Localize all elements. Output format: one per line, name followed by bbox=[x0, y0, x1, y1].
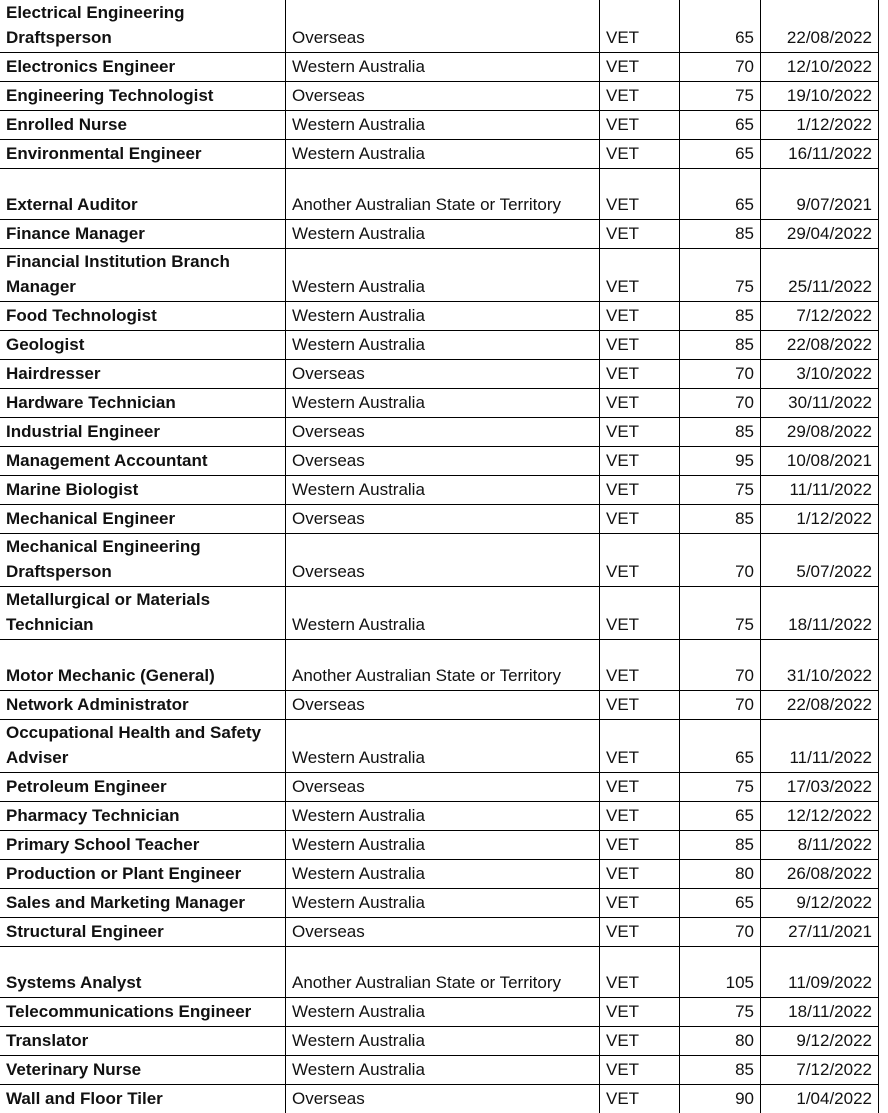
location-cell: Another Australian State or Territory bbox=[286, 169, 600, 220]
points-cell: 75 bbox=[680, 249, 761, 302]
occupation-cell: Marine Biologist bbox=[0, 476, 286, 505]
table-row bbox=[0, 918, 879, 947]
table-row bbox=[0, 860, 879, 889]
type-cell: VET bbox=[600, 918, 680, 947]
table-row bbox=[0, 389, 879, 418]
type-cell: VET bbox=[600, 331, 680, 360]
occupation-cell: Electrical Engineering Draftsperson bbox=[0, 0, 286, 53]
points-cell: 85 bbox=[680, 831, 761, 860]
occupation-cell: Network Administrator bbox=[0, 691, 286, 720]
location-cell: Overseas bbox=[286, 1085, 600, 1113]
date-cell: 10/08/2021 bbox=[761, 447, 879, 476]
points-cell: 65 bbox=[680, 140, 761, 169]
type-cell: VET bbox=[600, 691, 680, 720]
date-cell: 26/08/2022 bbox=[761, 860, 879, 889]
occupation-cell: Engineering Technologist bbox=[0, 82, 286, 111]
date-cell: 18/11/2022 bbox=[761, 587, 879, 640]
type-cell: VET bbox=[600, 249, 680, 302]
type-cell: VET bbox=[600, 447, 680, 476]
date-cell: 27/11/2021 bbox=[761, 918, 879, 947]
table-row bbox=[0, 773, 879, 802]
location-cell: Western Australia bbox=[286, 1027, 600, 1056]
date-cell: 12/10/2022 bbox=[761, 53, 879, 82]
location-cell: Western Australia bbox=[286, 998, 600, 1027]
date-cell: 22/08/2022 bbox=[761, 331, 879, 360]
points-cell: 75 bbox=[680, 82, 761, 111]
type-cell: VET bbox=[600, 831, 680, 860]
occupation-cell: Hairdresser bbox=[0, 360, 286, 389]
location-cell: Western Australia bbox=[286, 831, 600, 860]
occupation-cell: Hardware Technician bbox=[0, 389, 286, 418]
points-cell: 75 bbox=[680, 773, 761, 802]
date-cell: 5/07/2022 bbox=[761, 534, 879, 587]
points-cell: 65 bbox=[680, 0, 761, 53]
occupation-cell: Veterinary Nurse bbox=[0, 1056, 286, 1085]
date-cell: 30/11/2022 bbox=[761, 389, 879, 418]
type-cell: VET bbox=[600, 802, 680, 831]
occupation-cell: Food Technologist bbox=[0, 302, 286, 331]
location-cell: Overseas bbox=[286, 918, 600, 947]
occupation-cell: Environmental Engineer bbox=[0, 140, 286, 169]
table-row bbox=[0, 640, 879, 691]
date-cell: 1/12/2022 bbox=[761, 505, 879, 534]
date-cell: 7/12/2022 bbox=[761, 1056, 879, 1085]
date-cell: 11/09/2022 bbox=[761, 947, 879, 998]
occupation-cell: Occupational Health and Safety Adviser bbox=[0, 720, 286, 773]
points-cell: 65 bbox=[680, 802, 761, 831]
location-cell: Western Australia bbox=[286, 389, 600, 418]
type-cell: VET bbox=[600, 169, 680, 220]
points-cell: 80 bbox=[680, 860, 761, 889]
location-cell: Western Australia bbox=[286, 220, 600, 249]
table-row bbox=[0, 169, 879, 220]
date-cell: 9/07/2021 bbox=[761, 169, 879, 220]
date-cell: 8/11/2022 bbox=[761, 831, 879, 860]
date-cell: 1/12/2022 bbox=[761, 111, 879, 140]
points-cell: 95 bbox=[680, 447, 761, 476]
occupation-cell: Geologist bbox=[0, 331, 286, 360]
points-cell: 65 bbox=[680, 111, 761, 140]
location-cell: Western Australia bbox=[286, 802, 600, 831]
type-cell: VET bbox=[600, 82, 680, 111]
occupation-cell: Motor Mechanic (General) bbox=[0, 640, 286, 691]
table-row bbox=[0, 505, 879, 534]
type-cell: VET bbox=[600, 476, 680, 505]
date-cell: 11/11/2022 bbox=[761, 476, 879, 505]
location-cell: Western Australia bbox=[286, 476, 600, 505]
occupation-cell: Mechanical Engineer bbox=[0, 505, 286, 534]
location-cell: Western Australia bbox=[286, 140, 600, 169]
table-row bbox=[0, 331, 879, 360]
table-row bbox=[0, 1027, 879, 1056]
table-row bbox=[0, 82, 879, 111]
occupation-cell: Financial Institution Branch Manager bbox=[0, 249, 286, 302]
date-cell: 17/03/2022 bbox=[761, 773, 879, 802]
location-cell: Overseas bbox=[286, 82, 600, 111]
type-cell: VET bbox=[600, 302, 680, 331]
table-row bbox=[0, 476, 879, 505]
points-cell: 75 bbox=[680, 587, 761, 640]
occupation-cell: Finance Manager bbox=[0, 220, 286, 249]
type-cell: VET bbox=[600, 220, 680, 249]
table-row bbox=[0, 0, 879, 53]
table-row bbox=[0, 447, 879, 476]
points-cell: 85 bbox=[680, 331, 761, 360]
type-cell: VET bbox=[600, 773, 680, 802]
occupation-cell: Sales and Marketing Manager bbox=[0, 889, 286, 918]
points-cell: 70 bbox=[680, 53, 761, 82]
table-row bbox=[0, 220, 879, 249]
occupation-cell: Mechanical Engineering Draftsperson bbox=[0, 534, 286, 587]
points-cell: 70 bbox=[680, 389, 761, 418]
table-row bbox=[0, 947, 879, 998]
points-cell: 85 bbox=[680, 220, 761, 249]
location-cell: Western Australia bbox=[286, 331, 600, 360]
occupation-cell: Industrial Engineer bbox=[0, 418, 286, 447]
points-cell: 65 bbox=[680, 169, 761, 220]
occupation-cell: Translator bbox=[0, 1027, 286, 1056]
points-cell: 85 bbox=[680, 505, 761, 534]
location-cell: Western Australia bbox=[286, 111, 600, 140]
location-cell: Western Australia bbox=[286, 249, 600, 302]
points-cell: 85 bbox=[680, 1056, 761, 1085]
table-row bbox=[0, 720, 879, 773]
date-cell: 29/04/2022 bbox=[761, 220, 879, 249]
table-row bbox=[0, 802, 879, 831]
points-cell: 65 bbox=[680, 889, 761, 918]
points-cell: 85 bbox=[680, 302, 761, 331]
points-cell: 75 bbox=[680, 476, 761, 505]
location-cell: Western Australia bbox=[286, 1056, 600, 1085]
occupation-cell: Pharmacy Technician bbox=[0, 802, 286, 831]
date-cell: 9/12/2022 bbox=[761, 889, 879, 918]
table-row bbox=[0, 534, 879, 587]
date-cell: 3/10/2022 bbox=[761, 360, 879, 389]
table-row bbox=[0, 587, 879, 640]
location-cell: Another Australian State or Territory bbox=[286, 947, 600, 998]
occupation-cell: Petroleum Engineer bbox=[0, 773, 286, 802]
table-row bbox=[0, 111, 879, 140]
date-cell: 19/10/2022 bbox=[761, 82, 879, 111]
type-cell: VET bbox=[600, 889, 680, 918]
occupation-cell: Wall and Floor Tiler bbox=[0, 1085, 286, 1113]
table-row bbox=[0, 998, 879, 1027]
location-cell: Overseas bbox=[286, 447, 600, 476]
type-cell: VET bbox=[600, 1056, 680, 1085]
points-cell: 65 bbox=[680, 720, 761, 773]
date-cell: 29/08/2022 bbox=[761, 418, 879, 447]
points-cell: 75 bbox=[680, 998, 761, 1027]
type-cell: VET bbox=[600, 418, 680, 447]
type-cell: VET bbox=[600, 640, 680, 691]
occupation-cell: Metallurgical or Materials Technician bbox=[0, 587, 286, 640]
location-cell: Overseas bbox=[286, 534, 600, 587]
points-cell: 85 bbox=[680, 418, 761, 447]
table-row bbox=[0, 140, 879, 169]
type-cell: VET bbox=[600, 0, 680, 53]
table-row bbox=[0, 302, 879, 331]
date-cell: 9/12/2022 bbox=[761, 1027, 879, 1056]
location-cell: Western Australia bbox=[286, 302, 600, 331]
location-cell: Overseas bbox=[286, 418, 600, 447]
location-cell: Overseas bbox=[286, 0, 600, 53]
points-cell: 70 bbox=[680, 534, 761, 587]
type-cell: VET bbox=[600, 1027, 680, 1056]
date-cell: 31/10/2022 bbox=[761, 640, 879, 691]
location-cell: Western Australia bbox=[286, 53, 600, 82]
type-cell: VET bbox=[600, 534, 680, 587]
occupation-cell: External Auditor bbox=[0, 169, 286, 220]
points-cell: 105 bbox=[680, 947, 761, 998]
location-cell: Western Australia bbox=[286, 720, 600, 773]
points-cell: 80 bbox=[680, 1027, 761, 1056]
date-cell: 25/11/2022 bbox=[761, 249, 879, 302]
occupation-cell: Management Accountant bbox=[0, 447, 286, 476]
type-cell: VET bbox=[600, 947, 680, 998]
location-cell: Overseas bbox=[286, 691, 600, 720]
type-cell: VET bbox=[600, 720, 680, 773]
date-cell: 18/11/2022 bbox=[761, 998, 879, 1027]
date-cell: 12/12/2022 bbox=[761, 802, 879, 831]
table-row bbox=[0, 418, 879, 447]
table-row bbox=[0, 831, 879, 860]
type-cell: VET bbox=[600, 505, 680, 534]
occupation-cell: Electronics Engineer bbox=[0, 53, 286, 82]
location-cell: Western Australia bbox=[286, 889, 600, 918]
location-cell: Another Australian State or Territory bbox=[286, 640, 600, 691]
points-cell: 90 bbox=[680, 1085, 761, 1113]
date-cell: 11/11/2022 bbox=[761, 720, 879, 773]
location-cell: Overseas bbox=[286, 360, 600, 389]
date-cell: 22/08/2022 bbox=[761, 691, 879, 720]
occupation-cell: Telecommunications Engineer bbox=[0, 998, 286, 1027]
location-cell: Western Australia bbox=[286, 587, 600, 640]
table-row bbox=[0, 889, 879, 918]
type-cell: VET bbox=[600, 1085, 680, 1113]
occupation-cell: Systems Analyst bbox=[0, 947, 286, 998]
table-row bbox=[0, 1056, 879, 1085]
occupation-cell: Primary School Teacher bbox=[0, 831, 286, 860]
table-row bbox=[0, 1085, 879, 1113]
points-cell: 70 bbox=[680, 918, 761, 947]
date-cell: 22/08/2022 bbox=[761, 0, 879, 53]
type-cell: VET bbox=[600, 860, 680, 889]
occupation-cell: Enrolled Nurse bbox=[0, 111, 286, 140]
type-cell: VET bbox=[600, 140, 680, 169]
location-cell: Overseas bbox=[286, 505, 600, 534]
type-cell: VET bbox=[600, 53, 680, 82]
type-cell: VET bbox=[600, 111, 680, 140]
date-cell: 7/12/2022 bbox=[761, 302, 879, 331]
table-row bbox=[0, 53, 879, 82]
type-cell: VET bbox=[600, 360, 680, 389]
points-cell: 70 bbox=[680, 640, 761, 691]
location-cell: Overseas bbox=[286, 773, 600, 802]
points-cell: 70 bbox=[680, 360, 761, 389]
table-row bbox=[0, 691, 879, 720]
type-cell: VET bbox=[600, 998, 680, 1027]
table-row bbox=[0, 249, 879, 302]
type-cell: VET bbox=[600, 389, 680, 418]
points-cell: 70 bbox=[680, 691, 761, 720]
occupation-cell: Structural Engineer bbox=[0, 918, 286, 947]
location-cell: Western Australia bbox=[286, 860, 600, 889]
date-cell: 1/04/2022 bbox=[761, 1085, 879, 1113]
date-cell: 16/11/2022 bbox=[761, 140, 879, 169]
type-cell: VET bbox=[600, 587, 680, 640]
occupation-cell: Production or Plant Engineer bbox=[0, 860, 286, 889]
table-row bbox=[0, 360, 879, 389]
